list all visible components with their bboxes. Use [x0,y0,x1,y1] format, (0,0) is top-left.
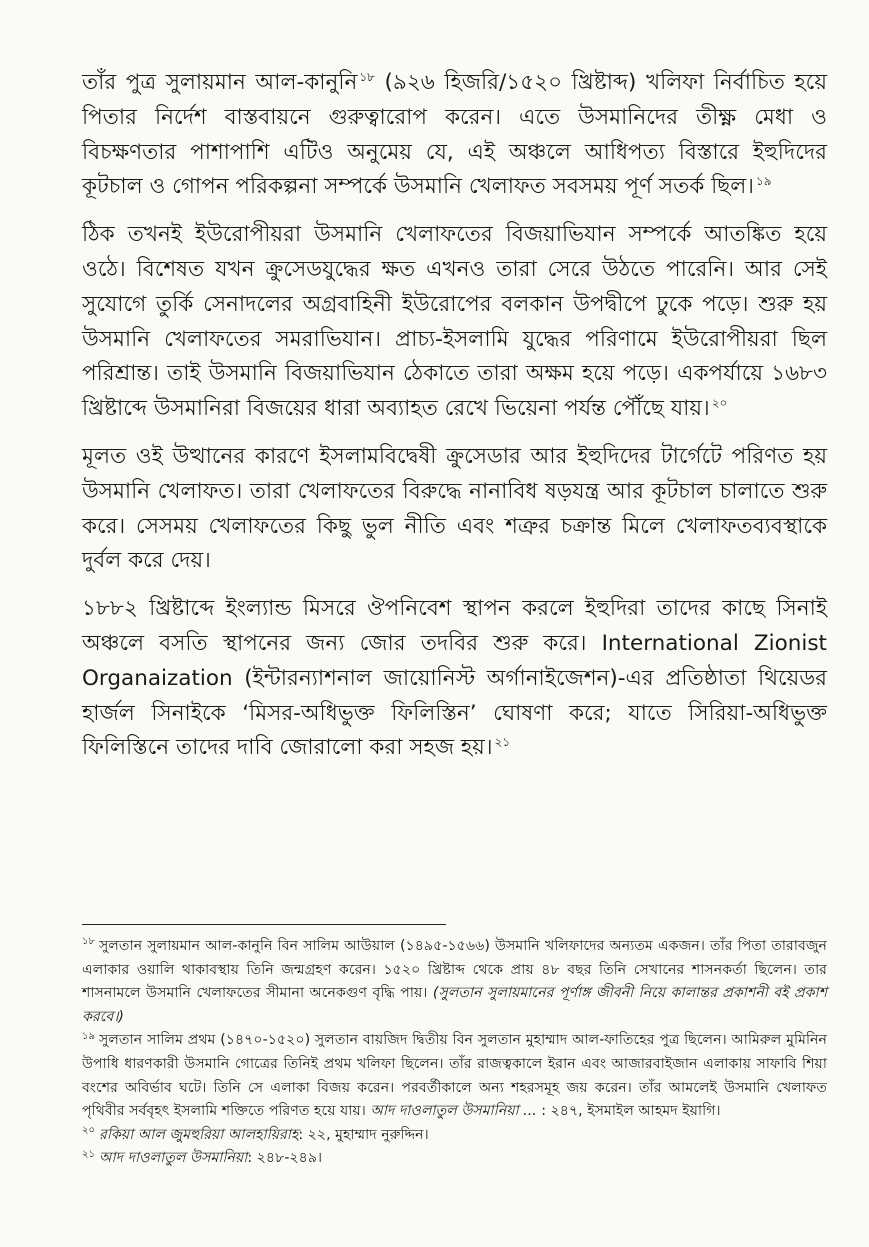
paragraph-text: মূলত ওই উত্থানের কারণে ইসলামবিদ্বেষী ক্রুসেডার আর ইহুদিদের টার্গেটে পরিণত হয় উসমানি খেলাফত। তারা খেলাফতের বিরুদ্ধে নানাবিধ ষড়যন্ত্র আর কূটচাল চালাতে শুরু করে। সেসময় খেলাফতের কিছু ভুল নীতি এবং শত্রুর চক্রান্ত মিলে খেলাফতব্যবস্থাকে দুর্বল করে দেয়। [82,443,827,574]
footnote-ref-21[interactable]: ২১ [494,735,511,750]
footnote-mark: ২১ [82,1148,95,1160]
paragraph-text-continued: (৯২৬ হিজরি/১৫২০ খ্রিষ্টাব্দ) খলিফা নির্বাচিত হয়ে পিতার নির্দেশ বাস্তবায়নে গুরুত্বারোপ করেন। এতে উসমানিদের তীক্ষ্ণ মেধা ও বিচক্ষণতার পাশাপাশি এটিও অনুমেয় যে, এই অঞ্চলে আধিপত্য বিস্তারে ইহুদিদের কূটচাল ও গোপন পরিকল্পনা সম্পর্কে উসমানি খেলাফত সবসময় পূর্ণ সতর্ক ছিল। [82,70,827,200]
main-text [82,66,827,779]
footnote-18 [82,935,827,1029]
paragraph-3 [82,440,827,579]
paragraph-text: তাঁর পুত্র সুলায়মান আল-কানুনি [82,70,358,95]
footnote-mark: ১৯ [82,1030,95,1042]
paragraph-4 [82,592,827,766]
footnote-21 [82,1147,827,1171]
footnote-source-title: আদ দাওলাতুল উসমানিয়া [99,1150,248,1167]
footnote-divider [82,924,446,925]
paragraph-1 [82,66,827,205]
footnote-19 [82,1029,827,1123]
footnote-italic-note: (সুলতান সুলায়মানের পূর্ণাঙ্গ জীবনী নিয়ে কালান্তর প্রকাশনী বই প্রকাশ করবে।) [82,985,827,1025]
footnote-text: সুলতান সুলায়মান আল-কানুনি বিন সালিম আউয়াল (১৪৯৫-১৫৬৬) উসমানি খলিফাদের অন্যতম একজন। তাঁর পিতা তারাবজুন এলাকার ওয়ালি থাকাবস্থায় তিনি জন্মগ্রহণ করেন। ১৫২০ খ্রিষ্টাব্দ থেকে প্রায় ৪৮ বছর তিনি সেখানের শাসনকর্তা ছিলেন। তার শাসনামলে উসমানি খেলাফতের সীমানা অনেকগুণ বৃদ্ধি পায়। [82,938,827,1002]
footnote-source-title: আদ দাওলাতুল উসমানিয়া ... [365,1103,537,1120]
paragraph-2 [82,218,827,427]
paragraph-text: ১৮৮২ খ্রিষ্টাব্দে ইংল্যান্ড মিসরে ঔপনিবেশ স্থাপন করলে ইহুদিরা তাদের কাছে সিনাই অঞ্চলে বসতি স্থাপনের জন্য জোর তদবির শুরু করে। International Zionist Organaization (ইন্টারন্যাশনাল জায়োনিস্ট অর্গানাইজেশন)-এর প্রতিষ্ঠাতা থিয়েডর হার্জল সিনাইকে ‘মিসর-অধিভুক্ত ফিলিস্তিন’ ঘোষণা করে; যাতে সিরিয়া-অধিভুক্ত ফিলিস্তিনে তাদের দাবি জোরালো করা সহজ হয়। [82,596,827,761]
footnote-mark: ১৮ [82,936,95,948]
footnotes [82,935,827,1171]
footnote-source-detail: : ২৪৭, ইসমাইল আহমদ ইয়াগি। [536,1103,721,1120]
footnote-ref-18[interactable]: ১৮ [359,69,375,84]
footnote-ref-20[interactable]: ২০ [711,396,728,411]
footnote-mark: ২০ [82,1125,96,1137]
footnote-source-detail: : ২২, মুহাম্মাদ নুরুদ্দিন। [298,1126,429,1143]
footnote-ref-19[interactable]: ১৯ [755,174,772,189]
footnote-source-detail: : ২৪৮-২৪৯। [247,1150,323,1167]
paragraph-text: ঠিক তখনই ইউরোপীয়রা উসমানি খেলাফতের বিজয়াভিযান সম্পর্কে আতঙ্কিত হয়ে ওঠে। বিশেষত যখন ক্রুসেডযুদ্ধের ক্ষত এখনও তারা সেরে উঠতে পারেনি। আর সেই সুযোগে তুর্কি সেনাদলের অগ্রবাহিনী ইউরোপের বলকান উপদ্বীপে ঢুকে পড়ে। শুরু হয় উসমানি খেলাফতের সমরাভিযান। প্রাচ্য-ইসলামি যুদ্ধের পরিণামে ইউরোপীয়রা ছিল পরিশ্রান্ত। তাই উসমানি বিজয়াভিযান ঠেকাতে তারা অক্ষম হয়ে পড়ে। একপর্যায়ে ১৬৮৩ খ্রিষ্টাব্দে উসমানিরা বিজয়ের ধারা অব্যাহত রেখে ভিয়েনা পর্যন্ত পৌঁছে যায়। [82,222,827,422]
footnote-source-title: রকিয়া আল জুমহুরিয়া আলহায়িরাহ [99,1126,299,1143]
footnote-text: সুলতান সালিম প্রথম (১৪৭০-১৫২০) সুলতান বায়জিদ দ্বিতীয় বিন সুলতান মুহাম্মাদ আল-ফাতিহের পুত্র ছিলেন। আমিরুল মুমিনিন উপাধি ধারণকারী উসমানি গোত্রের তিনিই প্রথম খলিফা ছিলেন। তাঁর রাজত্বকালে ইরান এবং আজারবাইজান এলাকায় সাফাবি শিয়া বংশের অবির্ভাব ঘটে। তিনি সে এলাকা বিজয় করেন। পরবর্তীকালে অন্য শহরসমূহ জয় করেন। তাঁর আমলেই উসমানি খেলাফত পৃথিবীর সর্ববৃহৎ ইসলামি শক্তিতে পরিণত হয়ে যায়। [82,1032,827,1120]
footnote-20 [82,1124,827,1148]
